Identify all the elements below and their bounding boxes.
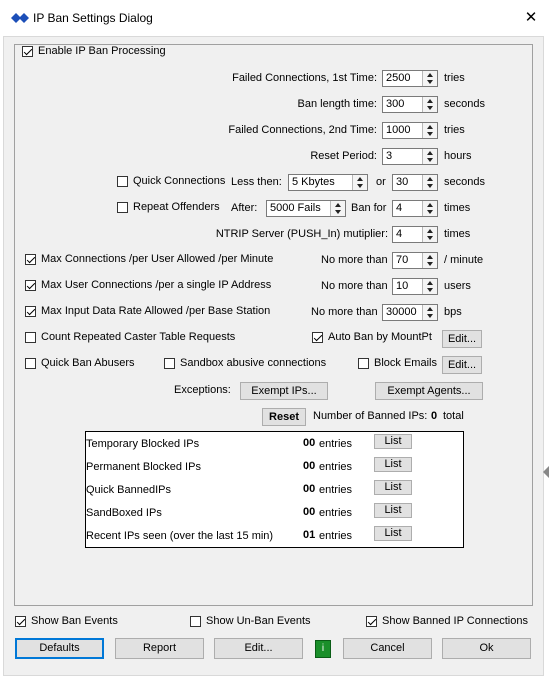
block-emails-checkbox[interactable] bbox=[358, 358, 369, 369]
enable-label: Enable IP Ban Processing bbox=[38, 45, 166, 57]
report-button[interactable]: Report bbox=[115, 638, 204, 659]
banned-count-label: Number of Banned IPs: bbox=[313, 410, 428, 422]
repeat-times-spinner[interactable]: 4 bbox=[392, 200, 438, 217]
list-item-unit: entries bbox=[319, 484, 353, 496]
reset-period-label: Reset Period: bbox=[310, 150, 377, 162]
show-banned-connections-label: Show Banned IP Connections bbox=[382, 615, 528, 627]
failed2-unit: tries bbox=[444, 124, 465, 136]
quick-ban-checkbox[interactable] bbox=[25, 358, 36, 369]
count-repeated-checkbox[interactable] bbox=[25, 332, 36, 343]
ban-for-label: Ban for bbox=[351, 202, 387, 214]
show-ban-events-checkbox[interactable] bbox=[15, 616, 26, 627]
failed1-unit: tries bbox=[444, 72, 465, 84]
failed1-label: Failed Connections, 1st Time: bbox=[232, 72, 377, 84]
auto-ban-label: Auto Ban by MountPt bbox=[328, 331, 432, 343]
failed2-spinner[interactable]: 1000 bbox=[382, 122, 438, 139]
sandbox-label: Sandbox abusive connections bbox=[180, 357, 327, 369]
reset-button[interactable]: Reset bbox=[262, 408, 306, 426]
spin-arrows-icon bbox=[422, 279, 437, 294]
show-banned-connections-checkbox[interactable] bbox=[366, 616, 377, 627]
quick-size-spinner[interactable]: 5 Kbytes bbox=[288, 174, 368, 191]
list-item-unit: entries bbox=[319, 507, 353, 519]
list-item-name: SandBoxed IPs bbox=[86, 507, 162, 519]
max-rate-checkbox[interactable] bbox=[25, 306, 36, 317]
list-button[interactable]: List bbox=[374, 457, 412, 472]
max-user-label: Max User Connections /per a single IP Address bbox=[41, 279, 272, 291]
ntrip-unit: times bbox=[444, 228, 471, 240]
list-item-name: Permanent Blocked IPs bbox=[86, 461, 201, 473]
max-rate-nomore: No more than bbox=[311, 306, 378, 318]
spin-arrows-icon bbox=[422, 97, 437, 112]
max-connections-checkbox[interactable] bbox=[25, 254, 36, 265]
auto-ban-checkbox[interactable] bbox=[312, 332, 323, 343]
count-repeated-label: Count Repeated Caster Table Requests bbox=[41, 331, 236, 343]
quick-seconds-spinner[interactable]: 30 bbox=[392, 174, 438, 191]
banned-total-label: total bbox=[443, 410, 464, 422]
list-item-unit: entries bbox=[319, 461, 353, 473]
spin-arrows-icon bbox=[352, 175, 367, 190]
max-connections-label: Max Connections /per User Allowed /per Minute bbox=[41, 253, 274, 265]
spin-arrows-icon bbox=[330, 201, 345, 216]
max-rate-unit: bps bbox=[444, 306, 462, 318]
spin-arrows-icon bbox=[422, 71, 437, 86]
max-user-nomore: No more than bbox=[321, 280, 388, 292]
edit-button[interactable]: Edit... bbox=[214, 638, 303, 659]
ok-button[interactable]: Ok bbox=[442, 638, 531, 659]
list-item-name: Temporary Blocked IPs bbox=[86, 438, 200, 450]
failed1-spinner[interactable]: 2500 bbox=[382, 70, 438, 87]
list-button[interactable]: List bbox=[374, 434, 412, 449]
spin-arrows-icon bbox=[422, 305, 437, 320]
list-item-count: 00 bbox=[303, 460, 316, 472]
spin-arrows-icon bbox=[422, 123, 437, 138]
list-item-unit: entries bbox=[319, 438, 353, 450]
list-item-count: 01 bbox=[303, 529, 316, 541]
banned-count-value: 0 bbox=[431, 410, 438, 422]
max-user-checkbox[interactable] bbox=[25, 280, 36, 291]
repeat-fails-spinner[interactable]: 5000 Fails bbox=[266, 200, 346, 217]
enable-checkbox[interactable] bbox=[22, 46, 33, 57]
banlen-label: Ban length time: bbox=[297, 98, 377, 110]
exempt-agents-button[interactable]: Exempt Agents... bbox=[375, 382, 483, 400]
spin-arrows-icon bbox=[422, 201, 437, 216]
exceptions-label: Exceptions: bbox=[174, 384, 231, 396]
app-icon bbox=[11, 11, 29, 25]
block-emails-label: Block Emails bbox=[374, 357, 437, 369]
show-ban-events-label: Show Ban Events bbox=[31, 615, 118, 627]
list-item-name: Recent IPs seen (over the last 15 min) bbox=[86, 530, 274, 542]
block-emails-edit-button[interactable]: Edit... bbox=[442, 356, 482, 374]
quick-seconds-unit: seconds bbox=[444, 176, 485, 188]
list-button[interactable]: List bbox=[374, 503, 412, 518]
show-unban-events-label: Show Un-Ban Events bbox=[206, 615, 311, 627]
max-rate-spinner[interactable]: 30000 bbox=[382, 304, 438, 321]
quick-connections-checkbox[interactable] bbox=[117, 176, 128, 187]
less-than-label: Less then: bbox=[231, 176, 282, 188]
or-label: or bbox=[376, 176, 386, 188]
max-user-spinner[interactable]: 10 bbox=[392, 278, 438, 295]
max-connections-unit: / minute bbox=[444, 254, 484, 266]
list-item-name: Quick BannedIPs bbox=[86, 484, 171, 496]
list-button[interactable]: List bbox=[374, 526, 412, 541]
after-label: After: bbox=[231, 202, 258, 214]
max-connections-nomore: No more than bbox=[321, 254, 388, 266]
max-connections-spinner[interactable]: 70 bbox=[392, 252, 438, 269]
spin-arrows-icon bbox=[422, 149, 437, 164]
failed2-label: Failed Connections, 2nd Time: bbox=[228, 124, 377, 136]
list-item-count: 00 bbox=[303, 437, 316, 449]
repeat-offenders-checkbox[interactable] bbox=[117, 202, 128, 213]
defaults-button[interactable]: Defaults bbox=[15, 638, 104, 659]
reset-period-unit: hours bbox=[444, 150, 472, 162]
repeat-times-unit: times bbox=[444, 202, 471, 214]
exempt-ips-button[interactable]: Exempt IPs... bbox=[240, 382, 328, 400]
spin-arrows-icon bbox=[422, 227, 437, 242]
max-user-unit: users bbox=[444, 280, 471, 292]
list-item-unit: entries bbox=[319, 530, 353, 542]
list-item-count: 00 bbox=[303, 506, 316, 518]
banlen-spinner[interactable]: 300 bbox=[382, 96, 438, 113]
reset-period-spinner[interactable]: 3 bbox=[382, 148, 438, 165]
spin-arrows-icon bbox=[422, 253, 437, 268]
close-icon[interactable]: ✕ bbox=[524, 9, 538, 26]
list-item-count: 00 bbox=[303, 483, 316, 495]
banlen-unit: seconds bbox=[444, 98, 485, 110]
repeat-offenders-label: Repeat Offenders bbox=[133, 201, 220, 213]
ntrip-spinner[interactable]: 4 bbox=[392, 226, 438, 243]
max-rate-label: Max Input Data Rate Allowed /per Base Station bbox=[41, 305, 271, 317]
ntrip-label: NTRIP Server (PUSH_In) mutiplier: bbox=[215, 228, 388, 240]
auto-ban-edit-button[interactable]: Edit... bbox=[442, 330, 482, 348]
spin-arrows-icon bbox=[422, 175, 437, 190]
quick-ban-label: Quick Ban Abusers bbox=[41, 357, 135, 369]
sandbox-checkbox[interactable] bbox=[164, 358, 175, 369]
quick-connections-label: Quick Connections bbox=[133, 175, 226, 187]
show-unban-events-checkbox[interactable] bbox=[190, 616, 201, 627]
list-button[interactable]: List bbox=[374, 480, 412, 495]
info-icon[interactable]: i bbox=[315, 640, 331, 658]
cancel-button[interactable]: Cancel bbox=[343, 638, 432, 659]
resize-handle-icon[interactable] bbox=[543, 466, 549, 478]
window-title: IP Ban Settings Dialog bbox=[33, 11, 153, 25]
